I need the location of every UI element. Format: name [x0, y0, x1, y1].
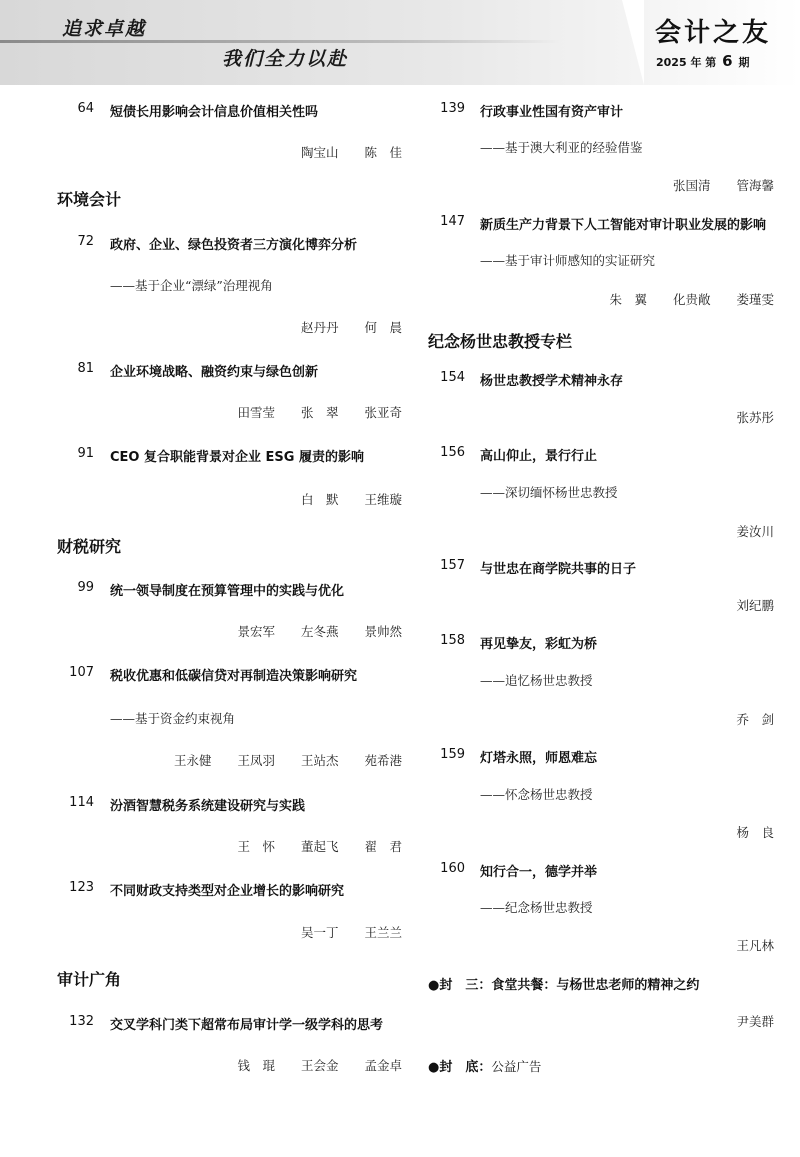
section-heading-memorial-column: 纪念杨世忠教授专栏: [428, 332, 573, 351]
page-number: 107: [69, 665, 94, 680]
page-number: 159: [440, 747, 465, 762]
author-list: [301, 143, 402, 161]
article-title[interactable]: 税收优惠和低碳信贷对再制造决策影响研究: [110, 669, 358, 684]
page-number: 72: [77, 234, 94, 249]
magazine-title: 会计之友: [655, 18, 772, 48]
article-subtitle: ——纪念杨世忠教授: [480, 900, 593, 915]
page-number: 91: [77, 446, 94, 461]
page-number: 156: [440, 445, 465, 460]
article-title[interactable]: 汾酒智慧税务系统建设研究与实践: [110, 799, 306, 814]
author: 王兰兰: [364, 925, 402, 940]
author: 田雪莹: [237, 405, 275, 420]
author: 化贵敞: [672, 292, 711, 307]
slogan-line-1: 追求卓越: [62, 18, 147, 40]
article-title[interactable]: 与世忠在商学院共事的日子: [480, 562, 637, 577]
article-title[interactable]: 高山仰止，景行行止: [480, 449, 598, 464]
author: 张亚奇: [364, 405, 402, 420]
page-number: 99: [77, 580, 94, 595]
author: 苑希港: [364, 753, 402, 768]
article-subtitle: ——怀念杨世忠教授: [480, 787, 593, 802]
article-subtitle: ——基于资金约束视角: [110, 711, 236, 726]
article-subtitle: ——基于澳大利亚的经验借鉴: [480, 140, 643, 155]
author: 刘纪鹏: [736, 598, 774, 613]
author: 乔 剑: [736, 712, 774, 727]
author-list: [736, 596, 774, 614]
article-title[interactable]: 新质生产力背景下人工智能对审计职业发展的影响: [480, 218, 767, 233]
author-list: [237, 837, 402, 855]
page-number: 114: [69, 795, 94, 810]
author-list: [301, 490, 402, 508]
article-title[interactable]: CEO 复合职能背景对企业 ESG 履责的影响: [110, 450, 364, 465]
author: 何 晨: [364, 320, 402, 335]
author-list: [673, 176, 774, 194]
author: 董起飞: [300, 839, 339, 854]
slogan-line-2: 我们全力以赴: [222, 48, 349, 70]
article-subtitle: ——深切缅怀杨世忠教授: [480, 485, 618, 500]
article-title[interactable]: 不同财政支持类型对企业增长的影响研究: [110, 884, 345, 899]
cover-three-label: 三：: [465, 978, 492, 993]
author: 王 怀: [237, 839, 275, 854]
author-list: [301, 318, 402, 336]
issue-number: 6: [722, 52, 733, 70]
article-title[interactable]: 行政事业性国有资产审计: [480, 105, 624, 120]
author-list: [736, 408, 774, 426]
author: 姜汝川: [736, 524, 774, 539]
author-list: [736, 710, 774, 728]
author: 景宏军: [237, 624, 275, 639]
author: 张 翠: [300, 405, 339, 420]
author: 王凡林: [736, 938, 774, 953]
article-title[interactable]: 政府、企业、绿色投资者三方演化博弈分析: [110, 238, 358, 253]
article-title[interactable]: 短债长用影响会计信息价值相关性吗: [110, 105, 319, 120]
cover-three-entry[interactable]: [428, 974, 699, 993]
article-title[interactable]: 企业环境战略、融资约束与绿色创新: [110, 365, 319, 380]
author: 王维璇: [364, 492, 402, 507]
page-number: 157: [440, 558, 465, 573]
page-header: [0, 0, 800, 85]
page-number: 147: [440, 214, 465, 229]
article-subtitle: ——基于审计师感知的实证研究: [480, 253, 656, 268]
back-cover-entry[interactable]: [428, 1056, 541, 1075]
page-number: 158: [440, 633, 465, 648]
back-cover-label: 底：: [465, 1060, 492, 1075]
author: 白 默: [300, 492, 339, 507]
article-title[interactable]: 杨世忠教授学术精神永存: [480, 374, 624, 389]
author-list: [237, 403, 402, 421]
author: 王凤羽: [237, 753, 275, 768]
author-list: [237, 1056, 402, 1074]
author: 吴一丁: [300, 925, 339, 940]
article-subtitle: ——基于企业“漂绿”治理视角: [110, 278, 273, 293]
author: 陶宝山: [300, 145, 339, 160]
article-title[interactable]: 知行合一，德学并举: [480, 865, 598, 880]
page-number: 81: [77, 361, 94, 376]
author-list: [736, 936, 774, 954]
article-title[interactable]: 统一领导制度在预算管理中的实践与优化: [110, 584, 345, 599]
section-heading-environmental-accounting: 环境会计: [57, 190, 122, 209]
issue-year-suffix: 年 第: [690, 56, 717, 69]
author-list: [174, 751, 402, 769]
page-number: 160: [440, 861, 465, 876]
page-number: 123: [69, 880, 94, 895]
header-corner-fold: [622, 0, 644, 85]
author-list: [237, 622, 402, 640]
section-heading-finance-tax: 财税研究: [57, 537, 122, 556]
author-list: [301, 923, 402, 941]
author: 王永健: [173, 753, 212, 768]
author-list: [736, 522, 774, 540]
author: 景帅然: [364, 624, 402, 639]
author: 朱 翼: [609, 292, 647, 307]
author: 管海馨: [736, 178, 774, 193]
author: 左冬燕: [300, 624, 339, 639]
issue-suffix: 期: [738, 56, 750, 69]
author: 翟 君: [364, 839, 402, 854]
article-title[interactable]: 交叉学科门类下超常布局审计学一级学科的思考: [110, 1018, 384, 1033]
author: 王站杰: [300, 753, 339, 768]
author: 尹美群: [736, 1014, 774, 1029]
back-cover-text[interactable]: 公益广告: [491, 1059, 542, 1074]
author: 赵丹丹: [300, 320, 339, 335]
article-title[interactable]: 再见挚友，彩虹为桥: [480, 637, 598, 652]
cover-three-bullet: ●封: [428, 978, 453, 993]
back-cover-bullet: ●封: [428, 1060, 453, 1075]
page-number: 154: [440, 370, 465, 385]
page-number: 139: [440, 101, 465, 116]
author: 张国清: [672, 178, 711, 193]
issue-year: 2025: [656, 56, 687, 69]
issue-info: [656, 52, 749, 70]
author-list: [736, 1012, 774, 1030]
author: 钱 琨: [237, 1058, 275, 1073]
page-number: 64: [77, 101, 94, 116]
author: 杨 良: [736, 825, 774, 840]
author: 娄瑾雯: [736, 292, 774, 307]
author: 陈 佳: [364, 145, 402, 160]
author-list: [609, 290, 774, 308]
author: 王会金: [300, 1058, 339, 1073]
author-list: [736, 823, 774, 841]
section-heading-audit-perspective: 审计广角: [57, 970, 122, 989]
article-title[interactable]: 灯塔永照，师恩难忘: [480, 751, 598, 766]
cover-three-text[interactable]: 食堂共餐：与杨世忠老师的精神之约: [491, 978, 700, 993]
author: 孟金卓: [364, 1058, 402, 1073]
author: 张苏彤: [736, 410, 774, 425]
article-subtitle: ——追忆杨世忠教授: [480, 673, 593, 688]
page-number: 132: [69, 1014, 94, 1029]
